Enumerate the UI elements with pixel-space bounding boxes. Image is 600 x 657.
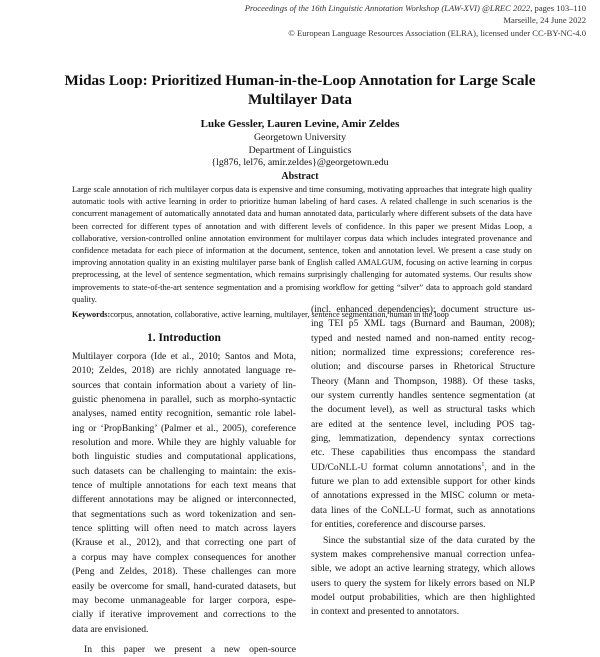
text-line: sible, we adopt an active learning strategy, which allows [311,563,535,575]
text-line: of annotations expressed in the MISC column or meta- [311,490,535,502]
text-line: that segmentations such as word tokenization and sen- [72,508,296,520]
affiliation [0,132,600,170]
text-line: (Peng and Zeldes, 2018). These challenges can more [72,566,296,578]
text-line: ing or ‘PropBanking’ (Palmer et al., 2005), coreference [72,422,296,434]
text-line: both linguistic studies and computational applications, [72,451,296,463]
text-line: a corpus may have complex consequences for another [72,551,296,563]
text-line: model output probabilities, which are then highlighted [311,591,535,603]
text-line: olution; and discourse parses in Rhetorical Structure [311,361,535,373]
text-line: etc. These capabilities thus encompass the standard [311,447,535,459]
text-line: for entities, coreference and discourse parses. [311,519,486,531]
venue-line [166,2,586,14]
text-line: data lines of the CoNLL-U format, such as annotations [311,504,535,516]
text-line: nition; normalized time expressions; coreference res- [311,347,535,359]
text-line: our system currently handles sentence segmentation (at [311,390,535,402]
text-line: tence of multiple annotations for each text means that [72,480,296,492]
text-line: may become unmanageable for larger corpora, espe- [72,594,296,606]
affiliation-emails: {lg876, lel76, amir.zeldes}@georgetown.edu [211,157,389,169]
left-column [72,350,296,657]
text-line: cially if iterative improvement and corrections to the [72,609,296,621]
text-line: the document level), as well as structural tasks which [311,404,535,416]
venue: Proceedings of the 16th Linguistic Annotation Workshop (LAW-XVI) @LREC 2022 [244,3,531,13]
text-line: tence splitting will often need to match across layers [72,523,296,535]
place-date: Marseille, 24 June 2022 [503,15,586,26]
license: © European Language Resources Association (ELRA), licensed under CC-BY-NC-4.0 [288,27,586,38]
text-line: 2010; Zeldes, 2018) are richly annotated language re- [72,365,296,377]
text-line: resolution and more. While they are highly valuable for [72,437,296,449]
text-line: Since the substantial size of the data curated by the [323,534,535,546]
page-header [166,2,586,39]
text-line: Multilayer corpora (Ide et al., 2010; Santos and Mota, [72,351,296,362]
text-line: such datasets can be challenging to maintain: the exis- [72,465,296,477]
text-line: easily be overcome for small, hand-curated datasets, but [72,580,296,592]
intro-paragraph-1 [72,350,296,637]
affiliation-department: Department of Linguistics [248,144,352,156]
text-line: different annotations may be aligned or interconnected, [72,494,296,506]
pages: , pages 103–110 [530,3,586,13]
text-line: analyses, named entity recognition, semantic role label- [72,408,296,420]
text-line [311,461,535,475]
text-line: are edited at the sentence level, including POS tag- [311,418,535,430]
text-fragment: UD/CoNLL-U format column annotations [311,461,482,473]
abstract-text: Large scale annotation of rich multilayer corpus data is expensive and time consuming, motivating approaches that integrate high quality automatic tools with active learning in order to prioritize human labeling of hard cases. A related challenge in such scenarios is the concurrent management of automatically annotated data and human annotated data, particularly where different subsets of the data have been corrected for different types of annotation and with different levels of confidence. In this paper we present Midas Loop, a collaborative, version-controlled online annotation environment for multilayer corpus data which includes integrated provenance and confidence metadata for each piece of information at the document, sentence, token and annotation level. We present a case study on improving annotation quality in an existing multilayer parse bank of English called AMALGUM, focusing on active learning in corpus preprocessing, at the level of sentence segmentation, which remains surprisingly challenging for automated systems. Our results show improvements to state-of-the-art sentence segmentation and a promising workflow for getting “silver” data to approach gold standard quality. [72,185,532,304]
text-line: ging, lemmatization, dependency syntax corrections [311,433,535,445]
text-line: (Krause et al., 2012), and that correcting one part of [72,537,296,549]
abstract-heading: Abstract [281,171,319,182]
intro-paragraph-next [311,534,535,620]
footnote-mark[interactable]: 1 [481,461,485,468]
keywords-label: Keywords: [72,310,111,319]
text-line: users to query the system for likely errors based on NLP [311,577,535,589]
section-heading-introduction: 1. Introduction [147,332,221,344]
text-fragment: , and in the [484,461,535,473]
affiliation-university: Georgetown University [253,132,347,143]
keywords-text: corpus, annotation, collaborative, active learning, multilayer, sentence segmentation, human in the loop [110,310,449,319]
paper-authors: Luke Gessler, Lauren Levine, Amir Zeldes [200,118,400,130]
text-line: ing TEI p5 XML tags (Burnard and Bauman, 2008); [311,318,535,330]
text-line: typed and nested named and non-named entity recog- [311,332,535,344]
text-line: data are envisioned. [72,623,149,635]
text-line: system makes comprehensive manual correction unfea- [311,548,535,560]
text-line: (incl. enhanced dependencies); document structure us- [311,304,535,315]
text-line: future we plan to add extensible support for other kinds [311,476,535,488]
intro-paragraph-continued [311,303,535,533]
text-line: Theory (Mann and Thompson, 1988). Of these tasks, [311,375,535,387]
text-line: sources that contain information about a variety of lin- [72,379,296,391]
intro-paragraph-2-start: In this paper we present a new open-source [84,643,296,655]
right-column [311,303,535,620]
text-line: guistic phenomena in parallel, such as morpho-syntactic [72,394,296,406]
paper-title: Midas Loop: Prioritized Human-in-the-Loop Annotation for Large Scale Multilayer Data [64,72,536,108]
text-line: in context and presented to annotators. [311,606,460,618]
